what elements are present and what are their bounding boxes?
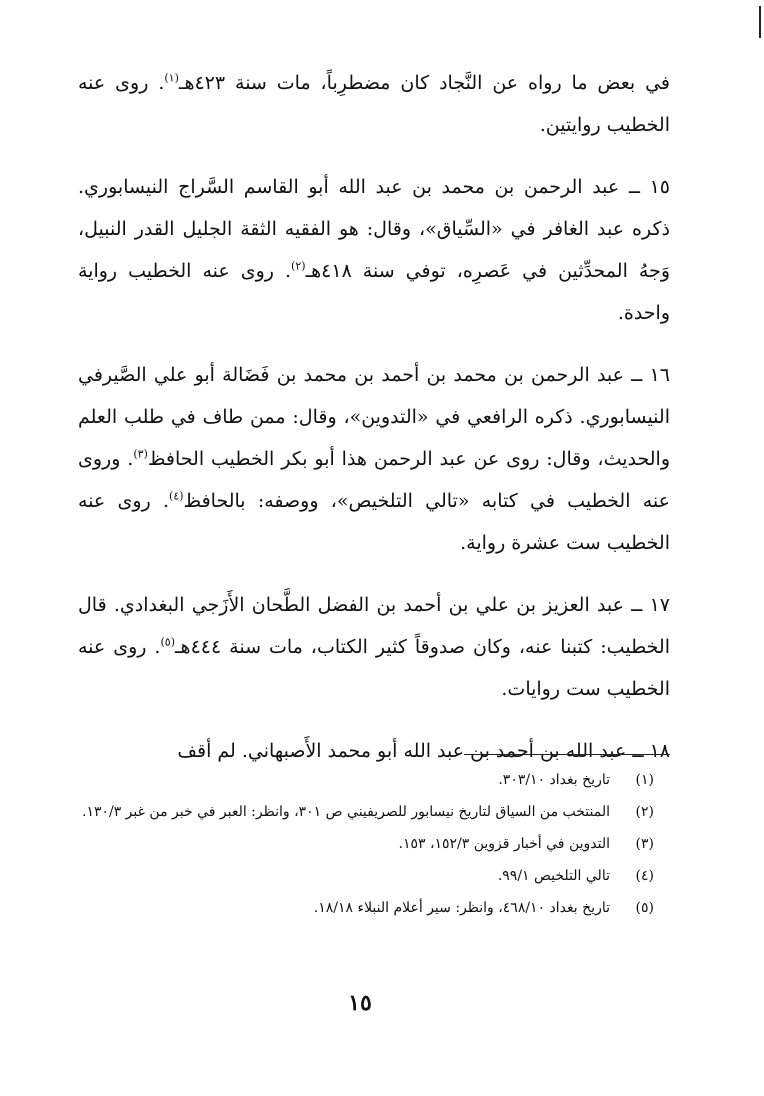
footnote-ref-2: (٢) [291,259,306,273]
footnote-number: (٣) [635,836,654,852]
entry-18: ١٨ ــ عبد الله بن أحمد بن عبد الله أبو محمد الأَصبهاني. لم أقف [177,740,670,762]
footnote-number: (٥) [635,900,654,916]
footnote-4 [78,860,666,892]
entry-17: ١٧ ــ عبد العزيز بن علي بن أحمد بن الفضل الطَّحان الأَزَجي البغدادي. قال الخطيب: كتبنا عنه، وكان صدوقاً كثير الكتاب، مات سنة ٤٤٤هـ$^{(٥)}$. روى عنه الخطيب ست روايات. [78,594,670,700]
entry-16: ١٦ ــ عبد الرحمن بن محمد بن أحمد بن محمد بن فَضَالة أبو علي الصَّيرفي النيسابوري. ذكره الرافعي في «التدوين»، وقال: ممن طاف في طلب العلم والحديث، وقال: روى عن عبد الرحمن هذا أبو بكر الخطيب الحافظ$^{(٣)}$. وروى عنه الخطيب في كتابه «تالي التلخيص»، ووصفه: بالحافظ$^{(٤)}$. روى عنه الخطيب ست عشرة رواية. [78,364,670,554]
footnote-text: تاريخ بغداد ٣٠٣/١٠. [498,772,610,788]
page-edge-mark [759,6,761,38]
footnote-number: (٢) [635,804,654,820]
footnote-divider [464,754,670,755]
footnote-text: تالي التلخيص ٩٩/١. [497,868,610,884]
footnote-text: تاريخ بغداد ٤٦٨/١٠، وانظر: سير أعلام النبلاء ١٨/١٨. [313,900,610,916]
footnote-text: المنتخب من السياق لتاريخ نيسابور للصريفيني ص ٣٠١، وانظر: العبر في خبر من غبر ١٣٠/٣. [81,804,610,820]
footnote-ref-3: (٣) [133,447,148,461]
footnote-number: (١) [635,772,654,788]
footnote-ref-5: (٥) [160,635,175,649]
page-number: ١٥ [348,990,372,1016]
footnote-text: التدوين في أخبار قزوين ١٥٢/٣، ١٥٣. [398,836,610,852]
entry-15: ١٥ ــ عبد الرحمن بن محمد بن عبد الله أبو القاسم السَّراج النيسابوري. ذكره عبد الغافر في «السِّياق»، وقال: هو الفقيه الثقة الجليل القدر النبيل، وَجهُ المحدِّثين في عَصرِه، توفي سنة ٤١٨هـ$^{(٢)}$. روى عنه الخطيب رواية واحدة. [78,176,670,324]
paragraph-continuation: في بعض ما رواه عن النَّجاد كان مضطرِباً، مات سنة ٤٢٣هـ$^{(١)}$. روى عنه الخطيب روايتين. [78,71,670,136]
footnote-ref-4: (٤) [169,489,184,503]
footnotes [78,764,666,924]
footnote-3 [78,828,666,860]
footnote-5 [78,892,666,924]
main-text [78,62,670,792]
footnote-number: (٤) [635,868,654,884]
footnote-2 [78,796,666,828]
footnote-ref-1: (١) [164,71,179,85]
footnote-1 [78,764,666,796]
